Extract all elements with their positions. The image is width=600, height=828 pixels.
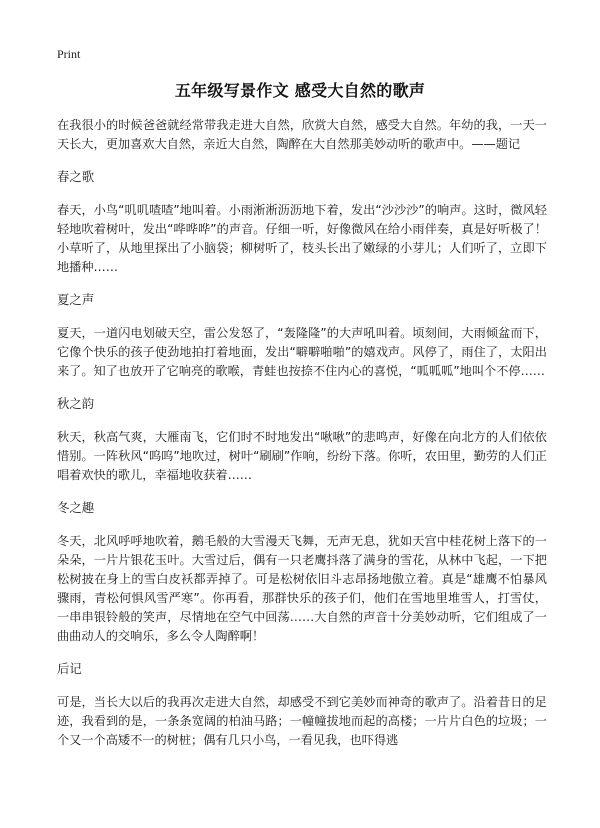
article-body — [57, 116, 547, 763]
section-heading-afterword: 后记 — [57, 661, 82, 676]
section-heading-winter: 冬之趣 — [57, 500, 95, 515]
section-body-autumn: 秋天，秋高气爽，大雁南飞，它们时不时地发出“啾啾”的悲鸣声，好像在向北方的人们依依惜别。一阵秋风“呜呜”地吹过，树叶“刷刷”作响，纷纷下落。你听，农田里，勤劳的人们正唱着欢快的歌儿，幸福地收获着…… — [57, 430, 547, 482]
section-heading-spring: 春之歌 — [57, 169, 95, 184]
print-link[interactable]: Print — [57, 47, 81, 61]
section-heading-autumn: 秋之韵 — [57, 396, 95, 411]
page-title: 五年级写景作文 感受大自然的歌声 — [174, 81, 426, 100]
intro-paragraph: 在我很小的时候爸爸就经常带我走进大自然，欣赏大自然，感受大自然。年幼的我，一天一天长大，更加喜欢大自然，亲近大自然，陶醉在大自然那美妙动听的歌声中。——题记 — [57, 118, 547, 151]
section-body-afterword: 可是，当长大以后的我再次走进大自然，却感受不到它美妙而神奇的歌声了。沿着昔日的足迹，我看到的是，一条条宽阔的柏油马路；一幢幢拔地而起的高楼；一片片白色的垃圾；一个又一个高矮不一的树桩；偶有几只小鸟，一看见我，也吓得逃 — [57, 695, 547, 747]
section-body-winter: 冬天，北风呼呼地吹着，鹅毛般的大雪漫天飞舞，无声无息，犹如天宫中桂花树上落下的一朵朵，一片片银花玉叶。大雪过后，偶有一只老鹰抖落了满身的雪花，从林中飞起，一下把松树披在身上的雪白皮袄都弄掉了。可是松树依旧斗志昂扬地傲立着。真是“雄鹰不怕暴风骤雨，青松何惧风雪严寒”。你再看，那群快乐的孩子们，他们在雪地里堆雪人，打雪仗，一串串银铃般的笑声，尽情地在空气中回荡……大自然的声音十分美妙动听，它们组成了一曲曲动人的交响乐，多么令人陶醉啊！ — [57, 534, 547, 643]
section-body-spring: 春天，小鸟“叽叽喳喳”地叫着。小雨淅淅沥沥地下着，发出“沙沙沙”的响声。这时，微风轻轻地吹着树叶，发出“哗哗哗”的声音。仔细一听，好像微风在给小雨伴奏，真是好听极了！小草听了，从地里探出了小脑袋；柳树听了，枝头长出了嫩绿的小芽儿；人们听了，立即下地播种…… — [57, 203, 547, 274]
section-heading-summer: 夏之声 — [57, 292, 95, 307]
section-body-summer: 夏天，一道闪电划破天空，雷公发怒了，“轰隆隆”的大声吼叫着。顷刻间，大雨倾盆而下，它像个快乐的孩子使劲地拍打着地面，发出“噼噼啪啪”的嬉戏声。风停了，雨住了，太阳出来了。知了也放开了它响亮的歌喉，青蛙也按捺不住内心的喜悦，“呱呱呱”地叫个不停…… — [57, 326, 547, 378]
